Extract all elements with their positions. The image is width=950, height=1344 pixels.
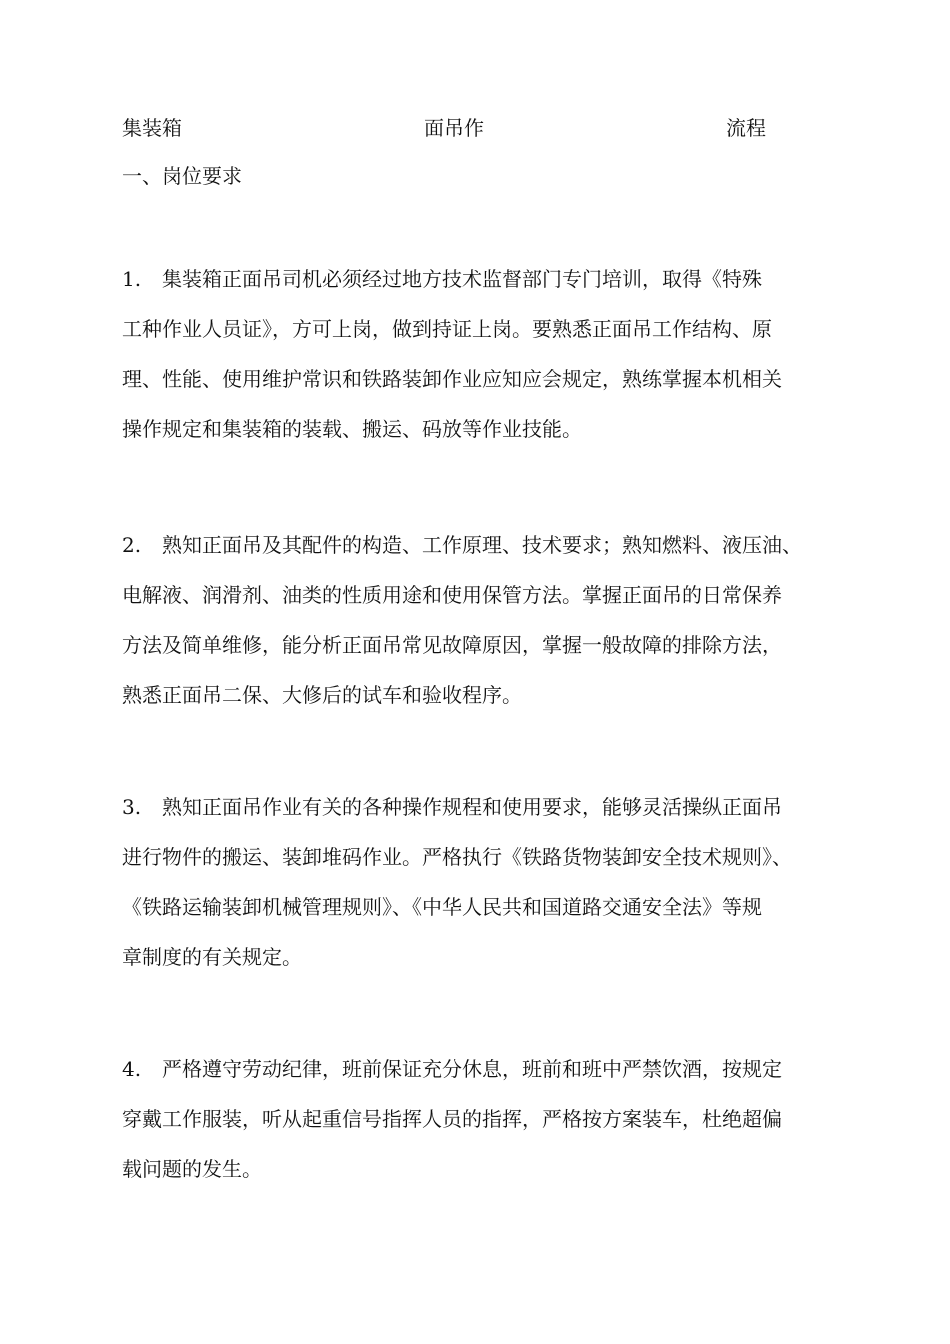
paragraph-line: 《铁路运输装卸机械管理规则》、《中华人民共和国道路交通安全法》等规 [122, 895, 762, 919]
paragraph-number: 2. [122, 533, 142, 557]
paragraph-line: 熟悉正面吊二保、大修后的试车和验收程序。 [122, 683, 522, 707]
paragraph-line: 方法及简单维修，能分析正面吊常见故障原因，掌握一般故障的排除方法， [122, 633, 782, 657]
title-part-2: 面吊作 [424, 116, 484, 140]
paragraph-4 [122, 1052, 834, 1202]
paragraph-line: 工种作业人员证》，方可上岗，做到持证上岗。要熟悉正面吊工作结构、原 [122, 317, 772, 341]
paragraph-line: 集装箱正面吊司机必须经过地方技术监督部门专门培训，取得《特殊 [162, 267, 762, 291]
paragraph-line: 章制度的有关规定。 [122, 945, 302, 969]
paragraph-line: 操作规定和集装箱的装载、搬运、码放等作业技能。 [122, 417, 582, 441]
paragraph-line: 理、性能、使用维护常识和铁路装卸作业应知应会规定，熟练掌握本机相关 [122, 367, 782, 391]
paragraph-1 [122, 262, 834, 462]
paragraph-line: 电解液、润滑剂、油类的性质用途和使用保管方法。掌握正面吊的日常保养 [122, 583, 782, 607]
paragraph-line: 熟知正面吊作业有关的各种操作规程和使用要求，能够灵活操纵正面吊 [162, 795, 782, 819]
paragraph-line: 进行物件的搬运、装卸堆码作业。严格执行《铁路货物装卸安全技术规则》、 [122, 845, 792, 869]
section-heading: 一、岗位要求 [122, 164, 242, 188]
document-title [122, 112, 772, 146]
paragraph-line: 载问题的发生。 [122, 1157, 262, 1181]
paragraph-line: 熟知正面吊及其配件的构造、工作原理、技术要求；熟知燃料、液压油、 [162, 533, 802, 557]
paragraph-line: 穿戴工作服装，听从起重信号指挥人员的指挥，严格按方案装车，杜绝超偏 [122, 1107, 782, 1131]
title-part-1: 集装箱 [122, 116, 182, 140]
paragraph-number: 4. [122, 1057, 142, 1081]
paragraph-2 [122, 528, 834, 728]
paragraph-3 [122, 790, 834, 990]
title-part-3: 流程 [726, 116, 766, 140]
paragraph-number: 3. [122, 795, 142, 819]
paragraph-line: 严格遵守劳动纪律，班前保证充分休息，班前和班中严禁饮酒，按规定 [162, 1057, 782, 1081]
paragraph-number: 1. [122, 267, 142, 291]
